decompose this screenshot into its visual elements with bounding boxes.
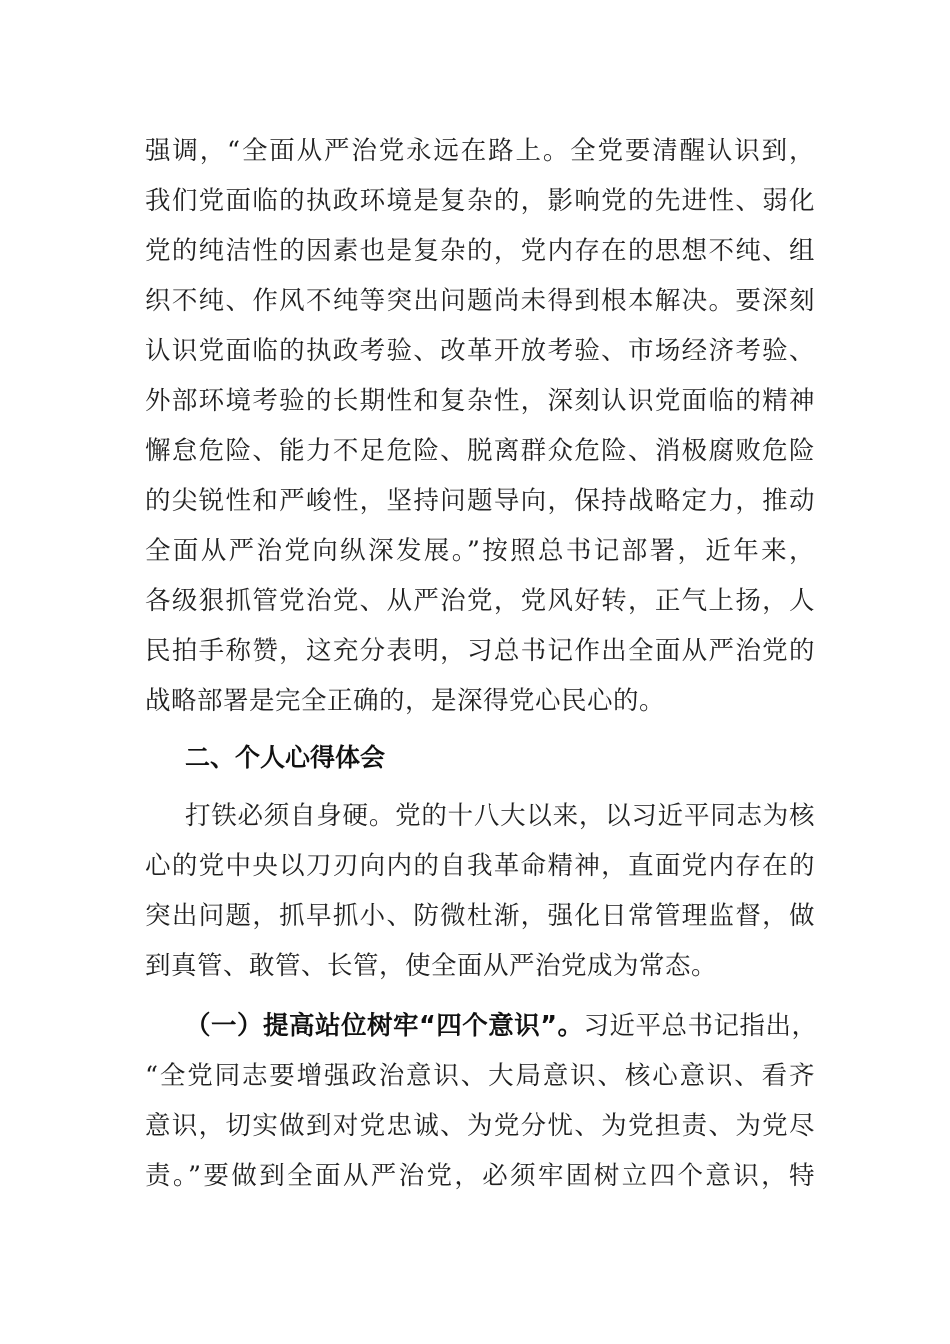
paragraph-line: 到真管、敢管、长管，使全面从严治党成为常态。 <box>145 951 718 981</box>
paragraph-line: 的尖锐性和严峻性，坚持问题导向，保持战略定力，推动 <box>145 486 815 516</box>
section-heading: 二、个人心得体会 <box>185 743 386 772</box>
paragraph-line: 突出问题，抓早抓小、防微杜渐，强化日常管理监督，做 <box>145 901 815 931</box>
paragraph-line: 心的党中央以刀刃向内的自我革命精神，直面党内存在的 <box>145 851 815 881</box>
paragraph-line: 民拍手称赞，这充分表明，习总书记作出全面从严治党的 <box>145 636 815 666</box>
paragraph-line: 意识，切实做到对党忠诚、为党分忧、为党担责、为党尽 <box>145 1111 815 1141</box>
paragraph-line: 全面从严治党向纵深发展。”按照总书记部署，近年来， <box>145 536 815 566</box>
paragraph-line <box>185 1008 818 1044</box>
paragraph-line: 各级狠抓管党治党、从严治党，党风好转，正气上扬，人 <box>145 586 815 616</box>
paragraph-line: 党的纯洁性的因素也是复杂的，党内存在的思想不纯、组 <box>145 236 815 266</box>
paragraph-line: 我们党面临的执政环境是复杂的，影响党的先进性、弱化 <box>145 186 815 216</box>
paragraph-line: 强调，“全面从严治党永远在路上。全党要清醒认识到， <box>145 136 815 166</box>
paragraph-line: 懈怠危险、能力不足危险、脱离群众危险、消极腐败危险 <box>145 436 815 466</box>
subsection-title: （一）提高站位树牢“四个意识”。 <box>185 1011 584 1041</box>
paragraph-line: 外部环境考验的长期性和复杂性，深刻认识党面临的精神 <box>145 386 815 416</box>
paragraph-text: 习近平总书记指出， <box>583 1011 818 1041</box>
paragraph-line: 战略部署是完全正确的，是深得党心民心的。 <box>145 686 666 716</box>
paragraph-line: 织不纯、作风不纯等突出问题尚未得到根本解决。要深刻 <box>145 286 815 316</box>
paragraph-line: 认识党面临的执政考验、改革开放考验、市场经济考验、 <box>145 336 815 366</box>
paragraph-line: “全党同志要增强政治意识、大局意识、核心意识、看齐 <box>145 1061 815 1091</box>
paragraph-line: 责。”要做到全面从严治党，必须牢固树立四个意识，特 <box>145 1161 815 1191</box>
paragraph-line: 打铁必须自身硬。党的十八大以来，以习近平同志为核 <box>185 801 815 831</box>
